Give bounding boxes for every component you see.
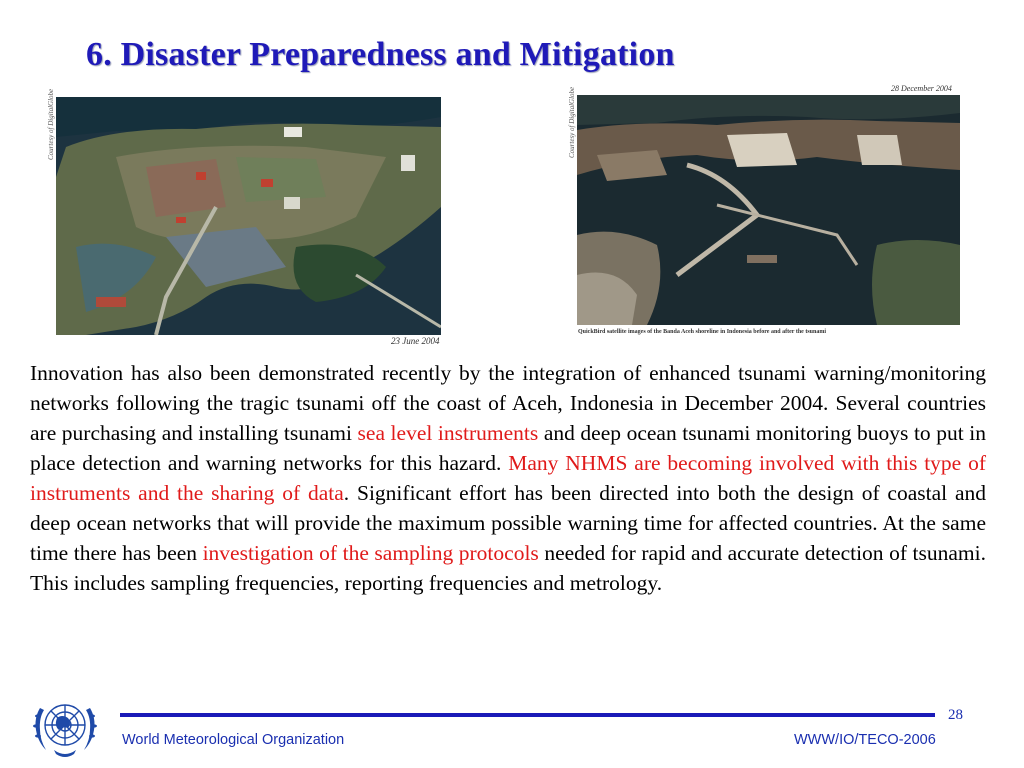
slide-title: 6. Disaster Preparedness and Mitigation <box>86 36 675 73</box>
footer-reference: WWW/IO/TECO-2006 <box>794 732 936 748</box>
footer-organization: World Meteorological Organization <box>122 732 345 748</box>
body-paragraph <box>30 358 986 598</box>
highlight-nhms-involvement: Many NHMS are becoming involved with this type of instruments and the sharing of data <box>30 451 986 505</box>
satellite-image-before <box>56 97 441 335</box>
wmo-logo-icon <box>24 688 106 762</box>
body-text-part-3: . Significant effort has been directed into both the design of coastal and deep ocean networks that will provide the maximum possible warning time for affected countries. At the same time there has been <box>30 481 986 565</box>
image-credit-before: Courtesy of DigitalGlobe <box>47 88 55 160</box>
image-caption-after: QuickBird satellite images of the Banda Aceh shoreline in Indonesia before and after the tsunami <box>578 329 827 335</box>
footer-divider <box>120 713 935 717</box>
satellite-image-after <box>577 95 960 325</box>
highlight-sea-level-instruments: sea level instruments <box>357 421 539 445</box>
body-text-part-2: and deep ocean tsunami monitoring buoys to put in place detection and warning networks for this hazard. <box>30 421 986 475</box>
body-text-part-4: needed for rapid and accurate detection of tsunami. This includes sampling frequencies, reporting frequencies and metrology. <box>30 541 986 595</box>
body-text-part-1: Innovation has also been demonstrated recently by the integration of enhanced tsunami warning/monitoring networks following the tragic tsunami off the coast of Aceh, Indonesia in December 2004. Several countries are purchasing and installing tsunami <box>30 361 986 445</box>
image-credit-after: Courtesy of DigitalGlobe <box>568 86 576 158</box>
highlight-sampling-protocols: investigation of the sampling protocols <box>202 541 539 565</box>
image-date-after: 28 December 2004 <box>891 84 952 93</box>
image-date-before: 23 June 2004 <box>391 336 440 346</box>
page-number: 28 <box>948 707 963 723</box>
